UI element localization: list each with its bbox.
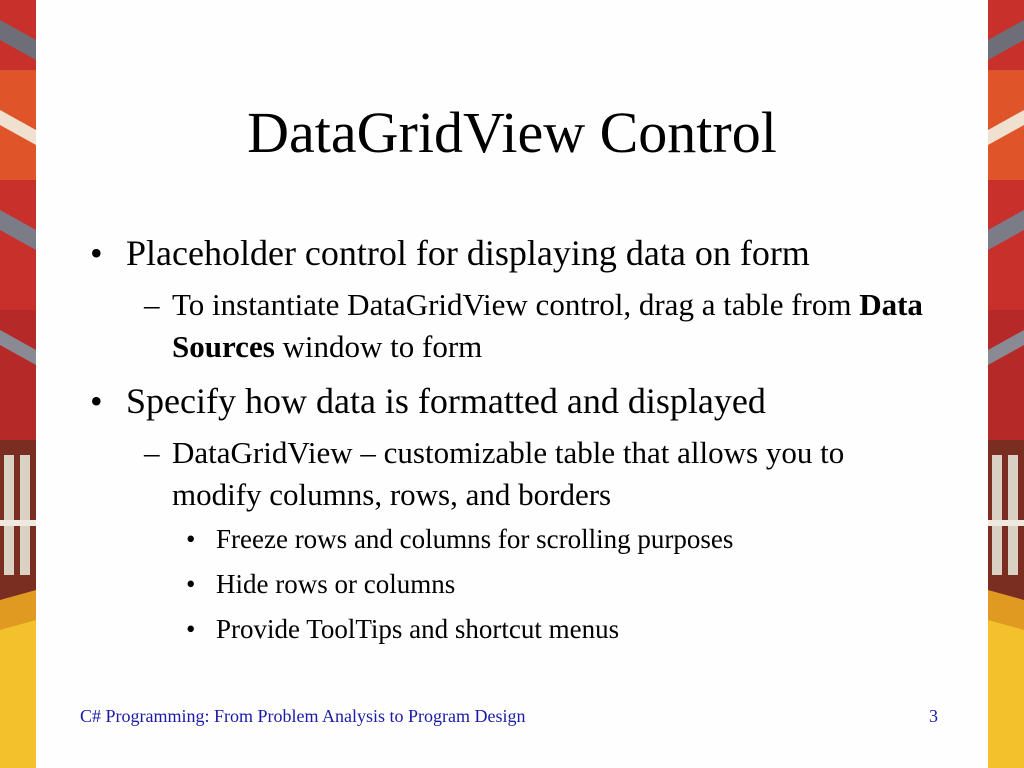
bold-term: Data Sources [172,287,923,364]
slide-footer: C# Programming: From Problem Analysis to Program Design [80,706,526,726]
dash-marker: – [144,287,160,322]
bullet-marker: • [186,614,196,644]
bullet-text-part: window to form [274,329,483,364]
bullet-text: Freeze rows and columns for scrolling purposes [216,524,734,554]
bullet-text: DataGridView – customizable table that allows you to modify columns, rows, and borders [172,435,845,512]
right-decorative-border [988,0,1024,768]
bullet-marker: • [90,381,103,421]
bullet-text: Placeholder control for displaying data on form [126,233,810,273]
bullet-text [172,284,932,368]
bullet-marker: • [186,524,196,554]
bullet-text: Provide ToolTips and shortcut menus [216,614,620,644]
bullet-marker: • [186,569,196,599]
page-number: 3 [929,706,938,726]
slide-title: DataGridView Control [247,100,777,165]
bullet-marker: • [90,233,103,273]
dash-marker: – [144,435,160,470]
slide-content [36,0,988,768]
bullet-text: Hide rows or columns [216,569,456,599]
slide [36,0,988,768]
left-decorative-border [0,0,36,768]
bullet-text: Specify how data is formatted and displayed [126,381,766,421]
bullet-text-part: To instantiate DataGridView control, drag a table from [172,287,860,322]
